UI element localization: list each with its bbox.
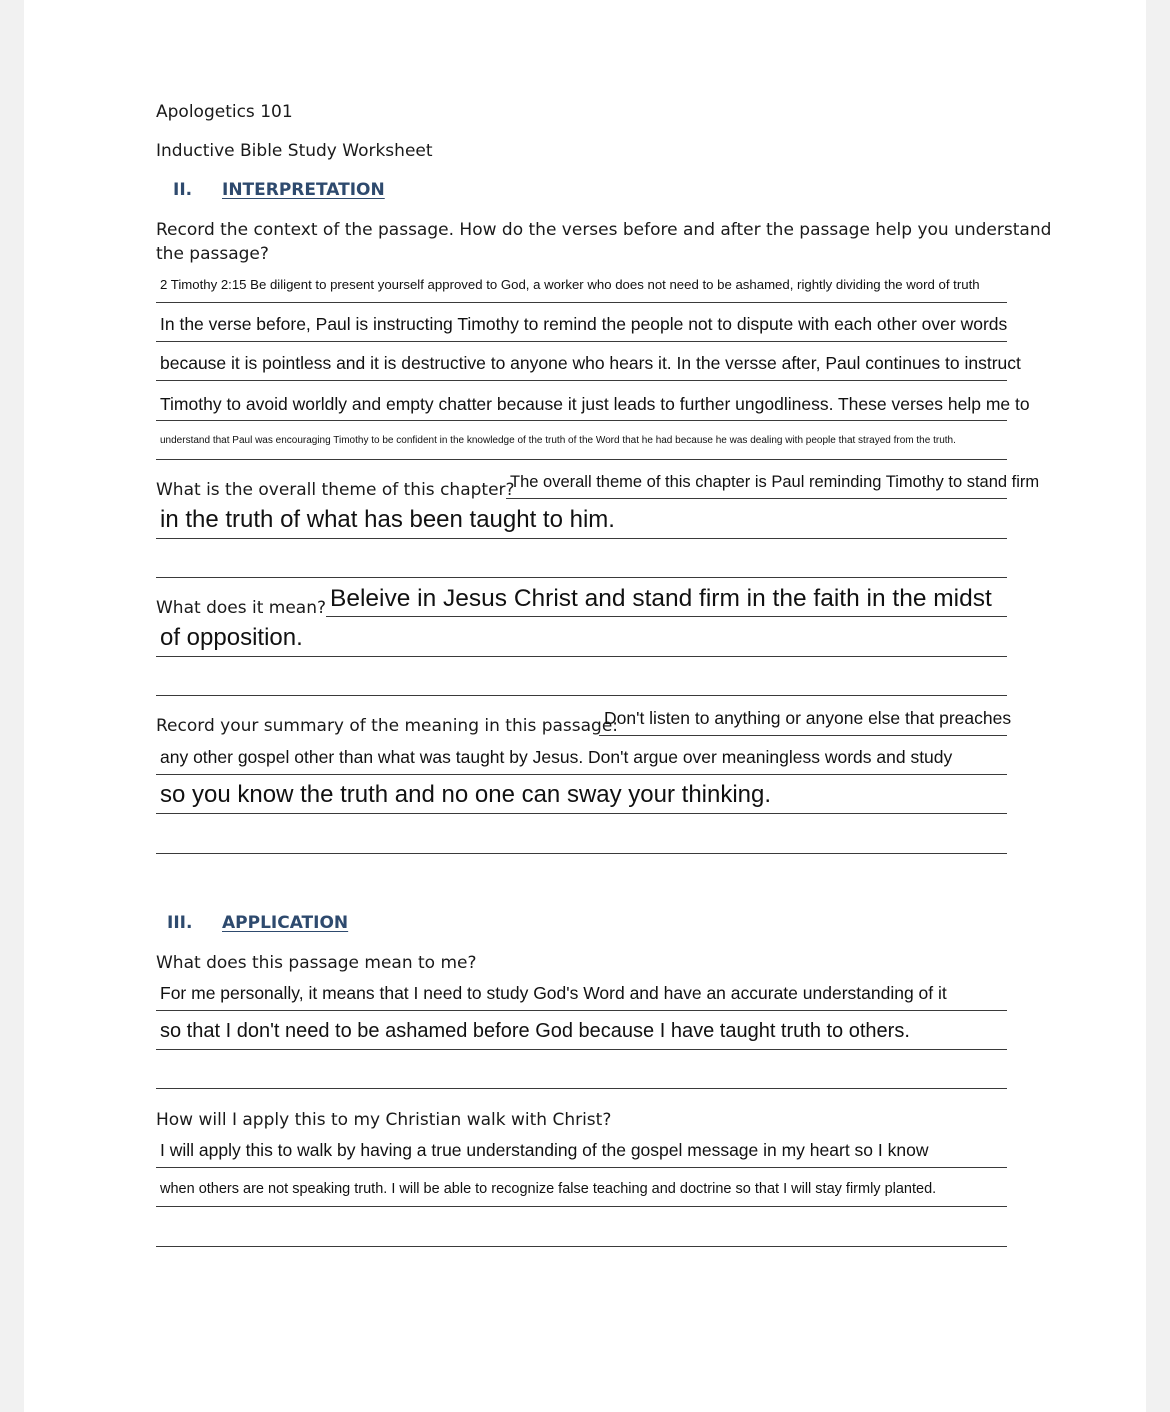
- summary-answer-line-2[interactable]: any other gospel other than what was taught by Jesus. Don't argue over meaningless words and study: [160, 747, 953, 767]
- application-meaning-answer-line-1[interactable]: For me personally, it means that I need to study God's Word and have an accurate understanding of it: [160, 983, 947, 1003]
- answer-rule: [156, 1010, 1007, 1011]
- worksheet-page: [24, 0, 1146, 1412]
- application-meaning-answer-line-2[interactable]: so that I don't need to be ashamed before God because I have taught truth to others.: [160, 1020, 910, 1042]
- answer-rule: [156, 774, 1007, 775]
- answer-rule: [156, 302, 1007, 303]
- context-prompt-line2: the passage?: [156, 244, 269, 264]
- context-answer-line-3[interactable]: because it is pointless and it is destructive to anyone who hears it. In the versse after, Paul continues to instruct: [160, 353, 1021, 373]
- answer-rule: [326, 616, 1007, 617]
- answer-rule: [156, 380, 1007, 381]
- worksheet-title: Inductive Bible Study Worksheet: [156, 141, 433, 161]
- meaning-prompt: What does it mean?: [156, 598, 327, 618]
- answer-rule: [156, 1167, 1007, 1168]
- theme-prompt: What is the overall theme of this chapter?: [156, 480, 515, 500]
- meaning-answer-inline[interactable]: Beleive in Jesus Christ and stand firm in the faith in the midst: [330, 585, 992, 612]
- answer-rule: [156, 1088, 1007, 1089]
- answer-rule: [156, 538, 1007, 539]
- answer-rule: [156, 341, 1007, 342]
- answer-rule: [506, 498, 1007, 499]
- apply-prompt: How will I apply this to my Christian walk with Christ?: [156, 1110, 612, 1130]
- answer-rule: [156, 1049, 1007, 1050]
- apply-answer-line-1[interactable]: I will apply this to walk by having a true understanding of the gospel message in my heart so I know: [160, 1140, 929, 1160]
- summary-answer-line-3[interactable]: so you know the truth and no one can sway your thinking.: [160, 781, 772, 808]
- section-numeral-interpretation: II.: [173, 180, 193, 200]
- answer-rule: [156, 1246, 1007, 1247]
- context-answer-line-5[interactable]: understand that Paul was encouraging Timothy to be confident in the knowledge of the truth of the Word that he had because he was dealing with people that strayed from the truth.: [160, 435, 956, 446]
- apply-answer-line-2[interactable]: when others are not speaking truth. I will be able to recognize false teaching and doctrine so that I will stay firmly planted.: [160, 1181, 937, 1197]
- answer-rule: [156, 459, 1007, 460]
- section-title-interpretation: INTERPRETATION: [222, 180, 385, 200]
- meaning-answer-line-2[interactable]: of opposition.: [160, 624, 303, 651]
- context-prompt-line1: Record the context of the passage. How do the verses before and after the passage help you understand: [156, 220, 1052, 240]
- answer-rule: [156, 853, 1007, 854]
- answer-rule: [156, 656, 1007, 657]
- answer-rule: [599, 735, 1007, 736]
- section-numeral-application: III.: [167, 913, 193, 933]
- answer-rule: [156, 1206, 1007, 1207]
- context-answer-line-2[interactable]: In the verse before, Paul is instructing Timothy to remind the people not to dispute with each other over words: [160, 314, 1008, 334]
- theme-answer-line-2[interactable]: in the truth of what has been taught to him.: [160, 506, 615, 533]
- summary-answer-inline[interactable]: Don't listen to anything or anyone else that preaches: [604, 708, 1012, 728]
- course-title: Apologetics 101: [156, 102, 293, 122]
- answer-rule: [156, 813, 1007, 814]
- application-meaning-prompt: What does this passage mean to me?: [156, 953, 477, 973]
- answer-rule: [156, 577, 1007, 578]
- theme-answer-inline[interactable]: The overall theme of this chapter is Paul reminding Timothy to stand firm: [510, 473, 1040, 491]
- answer-rule: [156, 695, 1007, 696]
- answer-rule: [156, 420, 1007, 421]
- section-title-application: APPLICATION: [222, 913, 349, 933]
- summary-prompt: Record your summary of the meaning in this passage:: [156, 716, 619, 736]
- context-answer-line-1[interactable]: 2 Timothy 2:15 Be diligent to present yourself approved to God, a worker who does not need to be ashamed, rightly dividing the word of truth: [160, 277, 980, 292]
- context-answer-line-4[interactable]: Timothy to avoid worldly and empty chatter because it just leads to further ungodliness. These verses help me to: [160, 394, 1030, 414]
